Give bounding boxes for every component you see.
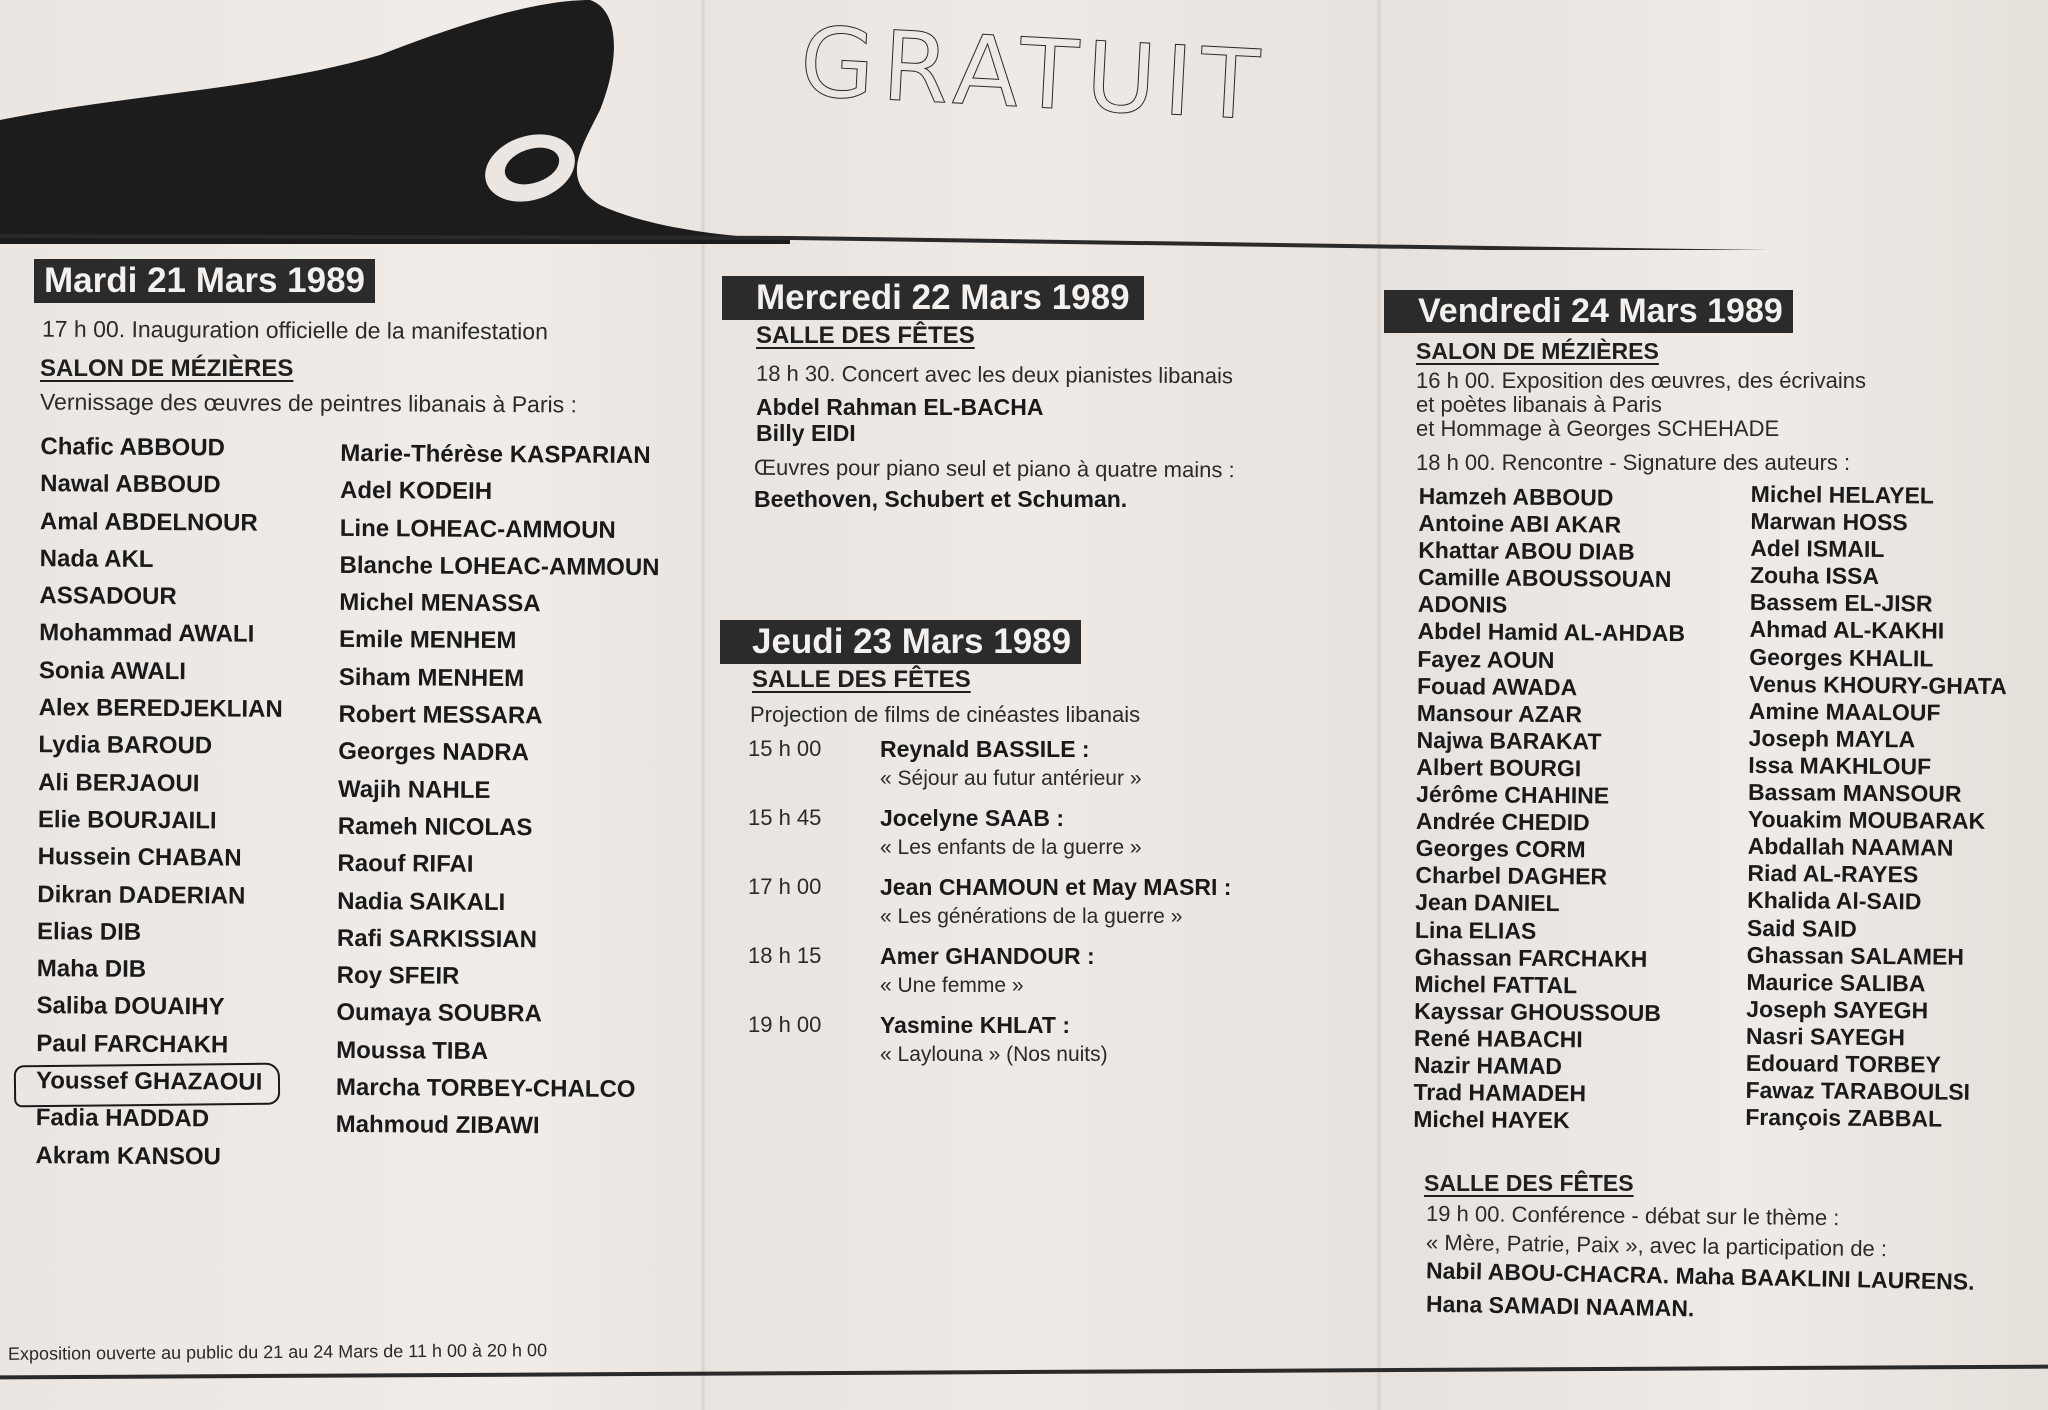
screening-film: « Les générations de la guerre » [880, 905, 1183, 928]
day3-intro: Projection de films de cinéastes libanais [750, 702, 1141, 727]
author-name: Abdallah NAAMAN [1747, 833, 1954, 861]
artist-name: Elie BOURJAILI [37, 806, 217, 835]
author-name: Marwan HOSS [1750, 507, 1908, 536]
author-name: Bassam MANSOUR [1748, 778, 1962, 807]
author-name: René HABACHI [1413, 1024, 1583, 1053]
day1-venue: SALON DE MÉZIÈRES [40, 355, 294, 382]
author-name: Joseph SAYEGH [1746, 995, 1929, 1024]
author-name: Venus KHOURY-GHATA [1748, 670, 2007, 699]
day4-signature: 18 h 00. Rencontre - Signature des auteurs : [1416, 450, 1851, 475]
artist-name: Rameh NICOLAS [337, 812, 533, 842]
screening-time: 15 h 45 [748, 805, 822, 830]
author-name: Amine MAALOUF [1748, 697, 1941, 726]
artist-name: ASSADOUR [39, 582, 177, 611]
artist-name: Sonia AWALI [38, 656, 187, 685]
screening-time: 18 h 15 [748, 943, 822, 968]
author-name: Albert BOURGI [1416, 753, 1582, 782]
author-name: Jean DANIEL [1415, 889, 1560, 917]
artist-name: Marcha TORBEY-CHALCO [335, 1073, 636, 1104]
artist-name: Dikran DADERIAN [37, 880, 246, 910]
day4-expo-line2: et poètes libanais à Paris [1416, 392, 1662, 417]
author-name: Mansour AZAR [1416, 699, 1583, 728]
day4-speakers1: Nabil ABOU-CHACRA. Maha BAAKLINI LAURENS. [1425, 1257, 1975, 1295]
day4-expo-line1: 16 h 00. Exposition des œuvres, des écrivains [1416, 368, 1867, 393]
artist-name: Akram KANSOU [35, 1141, 222, 1171]
author-name: Zouha ISSA [1749, 562, 1880, 590]
author-name: Michel HAYEK [1413, 1105, 1570, 1134]
artist-name: Marie-Thérèse KASPARIAN [340, 439, 651, 470]
artist-name: Robert MESSARA [338, 700, 543, 730]
screening-film: « Laylouna » (Nos nuits) [880, 1043, 1108, 1066]
author-name: Abdel Hamid AL-AHDAB [1417, 618, 1686, 647]
day4-conf-line2: « Mère, Patrie, Paix », avec la participation de : [1425, 1229, 1888, 1262]
screening-row [748, 874, 1268, 943]
author-name: Khattar ABOU DIAB [1418, 537, 1635, 565]
day4-venue: SALON DE MÉZIÈRES [1416, 338, 1659, 364]
author-name: Georges CORM [1415, 835, 1586, 863]
author-name: Jérôme CHAHINE [1416, 780, 1610, 809]
screening-row [748, 943, 1268, 1012]
artist-name: Lydia BAROUD [38, 731, 213, 760]
screening-row [748, 1012, 1268, 1081]
author-name: Ghassan FARCHAKH [1414, 943, 1648, 972]
screening-director: Jean CHAMOUN et May MASRI : [880, 874, 1232, 900]
artist-name: Siham MENHEM [338, 663, 525, 692]
author-name: Antoine ABI AKAR [1418, 509, 1622, 538]
day1-inauguration: 17 h 00. Inauguration officielle de la manifestation [41, 315, 548, 345]
artist-name: Paul FARCHAKH [36, 1029, 229, 1059]
artist-name: Raouf RIFAI [337, 850, 474, 879]
artist-name: Alex BEREDJEKLIAN [38, 694, 283, 723]
bottom-rule [0, 1365, 2048, 1380]
screening-director: Reynald BASSILE : [880, 736, 1090, 762]
day2-pianist2: Billy EIDI [756, 420, 856, 446]
artist-name: Chafic ABBOUD [40, 433, 226, 462]
artist-name: Roy SFEIR [336, 962, 460, 990]
author-name: Issa MAKHLOUF [1748, 751, 1932, 780]
day4-authors-col1 [1413, 483, 1686, 1136]
day1-footer: Exposition ouverte au public du 21 au 24 Mars de 11 h 00 à 20 h 00 [7, 1340, 548, 1364]
artist-name: Moussa TIBA [336, 1036, 489, 1065]
day4-expo-line3 [1416, 416, 1779, 442]
author-name: Bassem EL-JISR [1749, 589, 1933, 617]
author-name: Andrée CHEDID [1415, 807, 1590, 836]
artist-name: Emile MENHEM [338, 626, 517, 655]
day3-banner: Jeudi 23 Mars 1989 [720, 620, 1081, 664]
artist-name: Nada AKL [39, 545, 154, 573]
day4-banner: Vendredi 24 Mars 1989 [1384, 290, 1793, 333]
artist-name: Blanche LOHEAC-AMMOUN [339, 551, 660, 582]
screening-director: Jocelyne SAAB : [880, 805, 1065, 831]
artist-name: Rafi SARKISSIAN [336, 924, 538, 954]
author-name: Hamzeh ABBOUD [1418, 482, 1614, 511]
author-name: Said SAID [1746, 914, 1857, 942]
author-name: Ahmad AL-KAKHI [1749, 616, 1945, 645]
artist-name: Michel MENASSA [339, 589, 541, 618]
screening-director: Amer GHANDOUR : [880, 943, 1095, 969]
day2-works: Œuvres pour piano seul et piano à quatre mains : [753, 454, 1235, 483]
author-name: Ghassan SALAMEH [1746, 941, 1965, 970]
artist-name: Oumaya SOUBRA [336, 999, 542, 1028]
author-name: Nazir HAMAD [1413, 1051, 1563, 1080]
screening-row [748, 736, 1268, 805]
artist-name: Mahmoud ZIBAWI [335, 1111, 540, 1140]
artist-name: Nawal ABBOUD [40, 470, 221, 499]
screening-schedule [748, 736, 1268, 1081]
day1-artists-col2 [336, 435, 661, 1146]
artist-name: Adel KODEIH [339, 477, 493, 506]
day1-banner: Mardi 21 Mars 1989 [34, 259, 375, 303]
day4-expo-line3-text: et Hommage à Georges SCHEHADE [1416, 416, 1780, 441]
screening-film: « Une femme » [880, 974, 1024, 997]
artist-name: Nadia SAIKALI [337, 887, 506, 916]
screening-row [748, 805, 1268, 874]
screening-time: 17 h 00 [748, 874, 822, 899]
day2-pianist1: Abdel Rahman EL-BACHA [756, 394, 1044, 420]
artist-name: Line LOHEAC-AMMOUN [339, 514, 616, 544]
day4-venue2: SALLE DES FÊTES [1424, 1170, 1634, 1196]
author-name: Riad AL-RAYES [1747, 860, 1919, 888]
author-name: Youakim MOUBARAK [1747, 806, 1986, 835]
author-name: ADONIS [1417, 591, 1508, 618]
day4-authors-col2 [1745, 481, 2008, 1133]
day2-concert: 18 h 30. Concert avec les deux pianistes libanais [755, 360, 1234, 389]
screening-film: « Les enfants de la guerre » [880, 836, 1142, 859]
author-name: Nasri SAYEGH [1745, 1022, 1906, 1051]
author-name: Maurice SALIBA [1746, 968, 1926, 997]
author-name: Michel HELAYEL [1750, 480, 1935, 509]
artist-name: Saliba DOUAIHY [36, 992, 225, 1021]
artist-name: Mohammad AWALI [39, 619, 255, 649]
screening-time: 15 h 00 [748, 736, 822, 761]
handwritten-note: GRATUIT [797, 5, 1270, 143]
author-name: Khalida Al-SAID [1747, 887, 1922, 915]
artist-name: Wajih NAHLE [337, 775, 491, 804]
wave-shape [0, 0, 790, 244]
day4-conf-line1: 19 h 00. Conférence - débat sur le thème : [1425, 1200, 1840, 1231]
author-name: Edouard TORBEY [1745, 1049, 1941, 1078]
artist-name: Ali BERJAOUI [38, 768, 200, 797]
author-name: Najwa BARAKAT [1416, 726, 1602, 755]
day2-banner: Mercredi 22 Mars 1989 [722, 276, 1144, 320]
screening-film: « Séjour au futur antérieur » [880, 767, 1142, 790]
artist-name: Hussein CHABAN [37, 843, 242, 872]
author-name: Charbel DAGHER [1415, 862, 1608, 890]
handdrawn-circle-mark [14, 1063, 280, 1108]
artist-name: Georges NADRA [338, 738, 530, 767]
author-name: Fayez AOUN [1417, 645, 1555, 673]
day3-venue: SALLE DES FÊTES [752, 666, 971, 693]
artist-name: Youssef GHAZAOUI [35, 1067, 263, 1096]
screening-time: 19 h 00 [748, 1012, 822, 1037]
author-name: François ZABBAL [1745, 1104, 1943, 1132]
author-name: Fawaz TARABOULSI [1745, 1076, 1971, 1105]
day4-speakers2: Hana SAMADI NAAMAN. [1425, 1290, 1695, 1322]
author-name: Fouad AWADA [1416, 672, 1578, 700]
author-name: Kayssar GHOUSSOUB [1414, 997, 1662, 1026]
screening-director: Yasmine KHLAT : [880, 1012, 1070, 1038]
author-name: Michel FATTAL [1414, 970, 1578, 998]
artist-name: Maha DIB [36, 955, 147, 984]
day1-vernissage: Vernissage des œuvres de peintres libanais à Paris : [39, 388, 578, 418]
artist-name: Elias DIB [36, 918, 142, 946]
artist-name: Amal ABDELNOUR [39, 507, 258, 537]
day2-venue: SALLE DES FÊTES [756, 322, 975, 349]
author-name: Trad HAMADEH [1413, 1078, 1587, 1107]
artist-name: Fadia HADDAD [35, 1104, 210, 1133]
author-name: Joseph MAYLA [1748, 724, 1916, 753]
day2-composers: Beethoven, Schubert et Schuman. [754, 486, 1128, 512]
author-name: Georges KHALIL [1749, 643, 1934, 672]
author-name: Camille ABOUSSOUAN [1417, 564, 1672, 593]
author-name: Adel ISMAIL [1750, 535, 1885, 563]
author-name: Lina ELIAS [1414, 916, 1537, 944]
